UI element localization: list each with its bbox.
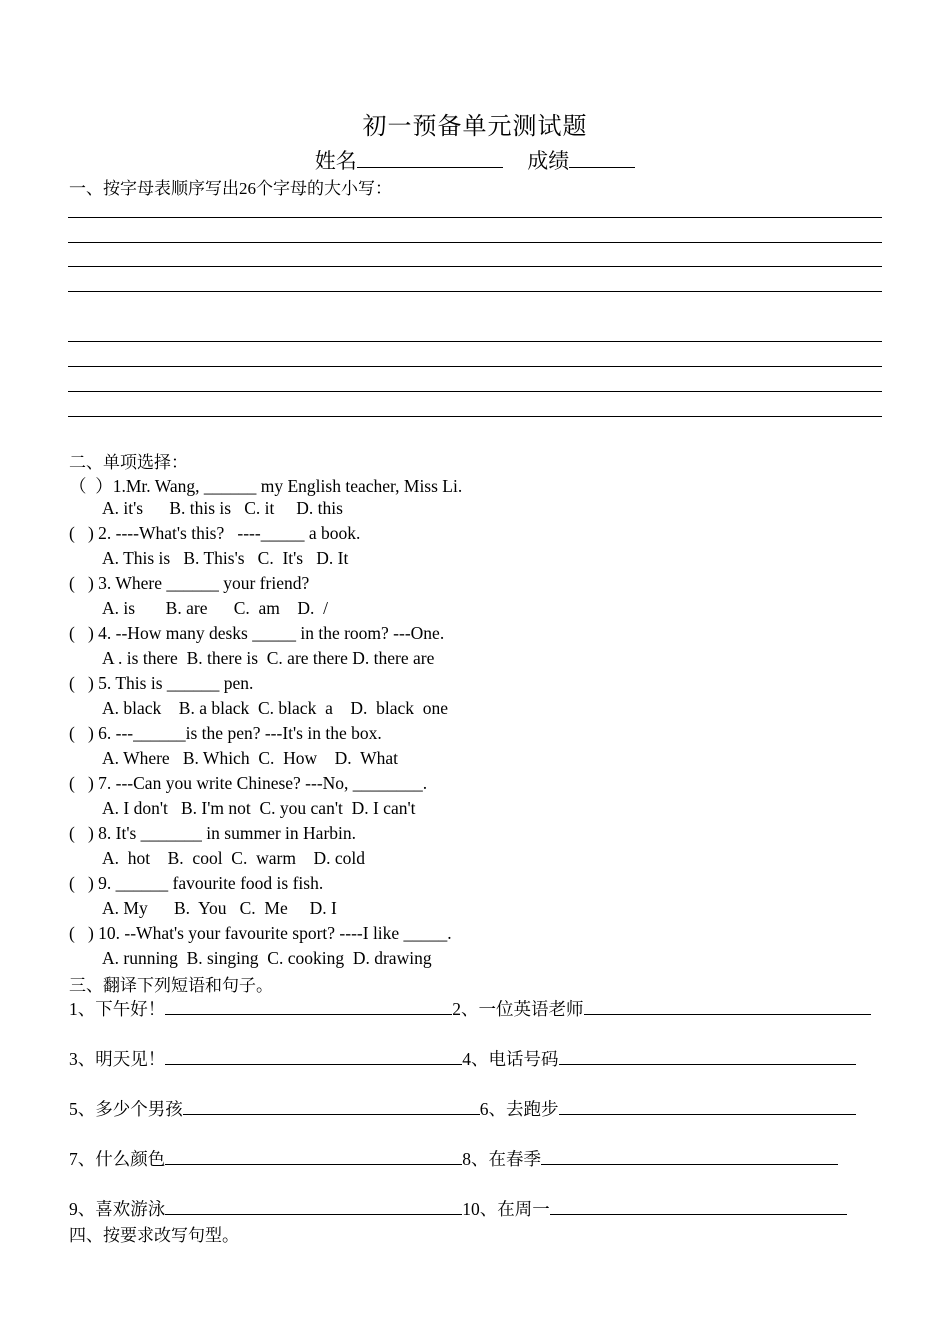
question-options: A. black B. a black C. black a D. black one [102, 698, 449, 718]
translation-prompt: 8、在春季 [462, 1149, 541, 1169]
translation-item [69, 1146, 838, 1171]
translation-item [69, 1096, 856, 1121]
translation-answer-line[interactable] [584, 997, 871, 1015]
translation-answer-line[interactable] [541, 1147, 838, 1165]
translation-prompt: 6、去跑步 [479, 1099, 559, 1119]
name-field[interactable] [357, 149, 503, 168]
translation-answer-line[interactable] [183, 1097, 480, 1115]
translation-item [69, 1196, 847, 1221]
question-options: A. running B. singing C. cooking D. drawing [102, 948, 432, 968]
name-score-line [0, 145, 950, 175]
question-stem: ( ) 6. ---______is the pen? ---It's in the box. [69, 723, 382, 743]
alphabet-writing-line[interactable] [68, 366, 882, 367]
section2-heading: 二、单项选择： [69, 453, 188, 472]
translation-item [69, 1046, 856, 1071]
translation-answer-line[interactable] [165, 1147, 462, 1165]
question-options: A. This is B. This's C. It's D. It [102, 548, 349, 568]
alphabet-writing-line[interactable] [68, 416, 882, 417]
question-options: A. My B. You C. Me D. I [102, 898, 337, 918]
alphabet-writing-line[interactable] [68, 341, 882, 342]
question-options: A. is B. are C. am D. / [102, 598, 329, 618]
alphabet-writing-line[interactable] [68, 391, 882, 392]
question-stem: （ ）1.Mr. Wang, ______ my English teacher, Miss Li. [69, 476, 463, 496]
score-field[interactable] [569, 149, 635, 168]
section3-heading: 三、翻译下列短语和句子。 [69, 976, 273, 995]
question-options: A . is there B. there is C. are there D. there are [102, 648, 435, 668]
question-stem: ( ) 4. --How many desks _____ in the room? ---One. [69, 623, 445, 643]
translation-prompt: 9、喜欢游泳 [69, 1199, 166, 1219]
question-stem: ( ) 7. ---Can you write Chinese? ---No, ________. [69, 773, 428, 793]
translation-item [69, 996, 871, 1021]
alphabet-writing-line[interactable] [68, 242, 882, 243]
section1-heading: 一、按字母表顺序写出26个字母的大小写： [69, 179, 392, 198]
translation-prompt: 7、什么颜色 [69, 1149, 166, 1169]
question-stem: ( ) 5. This is ______ pen. [69, 673, 254, 693]
alphabet-writing-line[interactable] [68, 217, 882, 218]
question-options: A. it's B. this is C. it D. this [102, 498, 343, 518]
name-label: 姓名 [314, 149, 357, 173]
translation-answer-line[interactable] [165, 1047, 462, 1065]
question-stem: ( ) 2. ----What's this? ----_____ a book. [69, 523, 361, 543]
section4-heading: 四、按要求改写句型。 [69, 1226, 239, 1245]
question-stem: ( ) 9. ______ favourite food is fish. [69, 873, 324, 893]
alphabet-writing-line[interactable] [68, 266, 882, 267]
question-options: A. Where B. Which C. How D. What [102, 748, 398, 768]
question-stem: ( ) 10. --What's your favourite sport? ----I like _____. [69, 923, 452, 943]
question-stem: ( ) 8. It's _______ in summer in Harbin. [69, 823, 357, 843]
translation-prompt: 4、电话号码 [462, 1049, 559, 1069]
translation-prompt: 5、多少个男孩 [69, 1099, 183, 1119]
translation-prompt: 2、一位英语老师 [452, 999, 584, 1019]
translation-prompt: 10、在周一 [462, 1199, 550, 1219]
translation-answer-line[interactable] [559, 1047, 856, 1065]
alphabet-writing-line[interactable] [68, 291, 882, 292]
question-options: A. hot B. cool C. warm D. cold [102, 848, 365, 868]
page-title: 初一预备单元测试题 [362, 114, 588, 140]
translation-prompt: 3、明天见！ [69, 1049, 166, 1069]
translation-answer-line[interactable] [165, 1197, 462, 1215]
translation-prompt: 1、下午好！ [69, 999, 166, 1019]
question-stem: ( ) 3. Where ______ your friend? [69, 573, 310, 593]
translation-answer-line[interactable] [550, 1197, 847, 1215]
translation-answer-line[interactable] [165, 997, 452, 1015]
question-options: A. I don't B. I'm not C. you can't D. I can't [102, 798, 416, 818]
score-label: 成绩 [527, 149, 570, 173]
translation-answer-line[interactable] [559, 1097, 856, 1115]
